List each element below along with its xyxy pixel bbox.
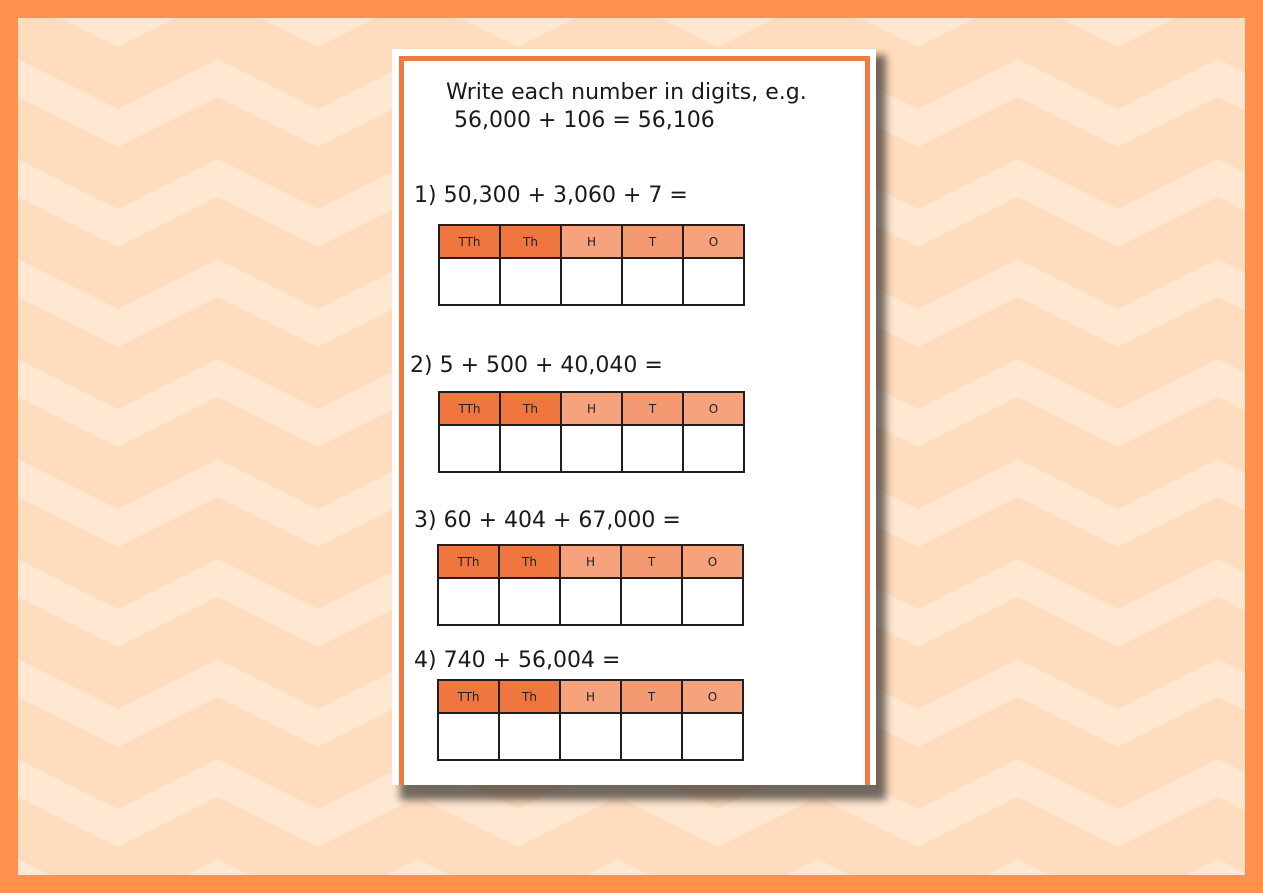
worksheet (392, 49, 876, 785)
answer-cell-t[interactable] (622, 258, 683, 305)
example-text: 56,000 + 106 = 56,106 (454, 108, 715, 133)
header-tth: TTh (438, 545, 499, 578)
question-3 (414, 507, 681, 535)
header-t: T (622, 225, 683, 258)
header-th: Th (500, 392, 561, 425)
place-value-table-1 (438, 224, 745, 306)
header-h: H (561, 392, 622, 425)
question-4-expression: 740 + 56,004 = (443, 648, 621, 673)
question-4 (414, 647, 620, 675)
question-1-number: 1) (414, 183, 437, 208)
place-value-table-2 (438, 391, 745, 473)
question-2-number: 2) (410, 353, 433, 378)
header-th: Th (500, 225, 561, 258)
header-tth: TTh (439, 392, 500, 425)
header-t: T (621, 545, 682, 578)
answer-cell-th[interactable] (499, 578, 560, 625)
answer-cell-th[interactable] (500, 258, 561, 305)
answer-cell-th[interactable] (499, 713, 560, 760)
header-o: O (683, 392, 744, 425)
question-2 (410, 352, 663, 380)
answer-cell-tth[interactable] (438, 713, 499, 760)
answer-cell-o[interactable] (683, 425, 744, 472)
question-4-number: 4) (414, 648, 437, 673)
question-1 (414, 182, 688, 210)
answer-cell-tth[interactable] (439, 258, 500, 305)
answer-cell-h[interactable] (560, 713, 621, 760)
answer-cell-h[interactable] (561, 258, 622, 305)
header-t: T (622, 392, 683, 425)
header-o: O (683, 225, 744, 258)
header-th: Th (499, 545, 560, 578)
question-3-expression: 60 + 404 + 67,000 = (443, 508, 681, 533)
header-tth: TTh (438, 680, 499, 713)
answer-cell-th[interactable] (500, 425, 561, 472)
question-2-expression: 5 + 500 + 40,040 = (439, 353, 663, 378)
answer-cell-t[interactable] (621, 578, 682, 625)
header-h: H (561, 225, 622, 258)
answer-cell-t[interactable] (621, 713, 682, 760)
answer-cell-h[interactable] (561, 425, 622, 472)
header-h: H (560, 680, 621, 713)
header-th: Th (499, 680, 560, 713)
header-t: T (621, 680, 682, 713)
answer-cell-o[interactable] (683, 258, 744, 305)
header-o: O (682, 545, 743, 578)
header-h: H (560, 545, 621, 578)
question-1-expression: 50,300 + 3,060 + 7 = (443, 183, 688, 208)
answer-cell-tth[interactable] (439, 425, 500, 472)
answer-cell-h[interactable] (560, 578, 621, 625)
answer-cell-o[interactable] (682, 713, 743, 760)
answer-cell-t[interactable] (622, 425, 683, 472)
instruction-text: Write each number in digits, e.g. (446, 80, 807, 105)
answer-cell-o[interactable] (682, 578, 743, 625)
question-3-number: 3) (414, 508, 437, 533)
place-value-table-4 (437, 679, 744, 761)
place-value-table-3 (437, 544, 744, 626)
header-tth: TTh (439, 225, 500, 258)
header-o: O (682, 680, 743, 713)
answer-cell-tth[interactable] (438, 578, 499, 625)
